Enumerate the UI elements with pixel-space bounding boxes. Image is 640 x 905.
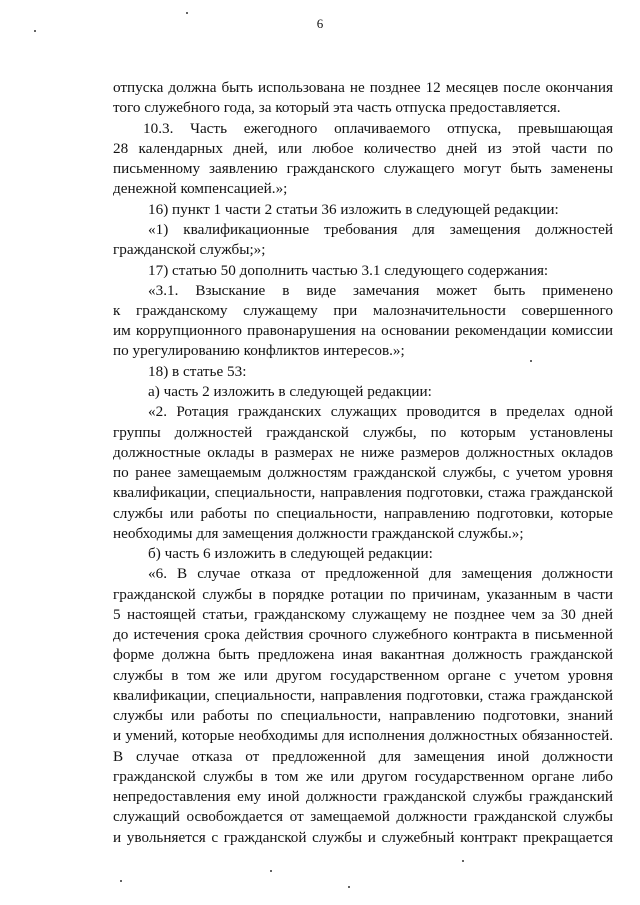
text-line: служащий освобождается от замещаемой должности гражданской службы xyxy=(113,808,613,825)
text-line: им коррупционного правонарушения на основании рекомендации комиссии xyxy=(113,322,613,339)
scan-speck xyxy=(120,880,122,882)
text-line: «2. Ротация гражданских служащих проводится в пределах одной xyxy=(148,403,613,420)
text-line: по урегулированию конфликтов интересов.»; xyxy=(113,342,405,359)
text-line: и умений, которые необходимы для исполнения должностных обязанностей. xyxy=(113,727,613,744)
text-line: б) часть 6 изложить в следующей редакции: xyxy=(148,545,433,562)
text-line: «3.1. Взыскание в виде замечания может быть применено xyxy=(148,282,613,299)
text-line: непредоставления ему иной должности гражданской службы гражданский xyxy=(113,788,613,805)
text-line: отпуска должна быть использована не позднее 12 месяцев после окончания xyxy=(113,79,613,96)
text-line: 5 настоящей статьи, гражданскому служащему не позднее чем за 30 дней xyxy=(113,606,613,623)
text-line: к гражданскому служащему при малозначительности совершенного xyxy=(113,302,613,319)
text-line: по ранее замещаемым должностям гражданской службы, с учетом уровня xyxy=(113,464,613,481)
text-line: 10.3. Часть ежегодного оплачиваемого отпуска, превышающая xyxy=(143,120,613,137)
scan-speck xyxy=(34,30,36,32)
text-line: «6. В случае отказа от предложенной для замещения должности xyxy=(148,565,613,582)
text-line: 16) пункт 1 части 2 статьи 36 изложить в следующей редакции: xyxy=(148,201,559,218)
text-line: службы или работы по специальности, направлению подготовки, которые xyxy=(113,505,613,522)
text-line: квалификации, специальности, направления подготовки, стажа гражданской xyxy=(113,687,613,704)
text-line: а) часть 2 изложить в следующей редакции: xyxy=(148,383,432,400)
text-line: гражданской службы;»; xyxy=(113,241,266,258)
text-line: группы должностей гражданской службы, по которым установлены xyxy=(113,424,613,441)
text-line: форме должна быть предложена иная вакантная должность гражданской xyxy=(113,646,613,663)
scan-speck xyxy=(462,860,464,862)
scan-speck xyxy=(530,360,532,362)
text-line: до истечения срока действия срочного служебного контракта в письменной xyxy=(113,626,613,643)
page-number: 6 xyxy=(316,16,324,31)
text-line: 17) статью 50 дополнить частью 3.1 следующего содержания: xyxy=(148,262,549,279)
text-line: должностные оклады в размерах не ниже размеров должностных окладов xyxy=(113,444,613,461)
scan-speck xyxy=(270,870,272,872)
text-line: гражданской службы в том же или другом государственном органе либо xyxy=(113,768,613,785)
text-line: гражданской службы в порядке ротации по причинам, указанным в части xyxy=(113,586,613,603)
text-line: службы или работы по специальности, направлению подготовки, знаний xyxy=(113,707,613,724)
text-line: денежной компенсацией.»; xyxy=(113,180,288,197)
text-line: и увольняется с гражданской службы и служебный контракт прекращается xyxy=(113,829,613,846)
text-line: 18) в статье 53: xyxy=(148,363,247,380)
text-line: письменному заявлению гражданского служащего могут быть заменены xyxy=(113,160,613,177)
text-line: «1) квалификационные требования для замещения должностей xyxy=(148,221,613,238)
text-line: необходимы для замещения должности гражданской службы.»; xyxy=(113,525,524,542)
text-line: В случае отказа от предложенной для замещения иной должности xyxy=(113,748,613,765)
scan-speck xyxy=(186,12,188,14)
scan-speck xyxy=(348,886,350,888)
text-line: службы в том же или другом государственном органе с учетом уровня xyxy=(113,667,613,684)
text-line: того служебного года, за который эта часть отпуска предоставляется. xyxy=(113,99,561,116)
text-line: квалификации, специальности, направления подготовки, стажа гражданской xyxy=(113,484,613,501)
text-line: 28 календарных дней, или любое количество дней из этой части по xyxy=(113,140,613,157)
